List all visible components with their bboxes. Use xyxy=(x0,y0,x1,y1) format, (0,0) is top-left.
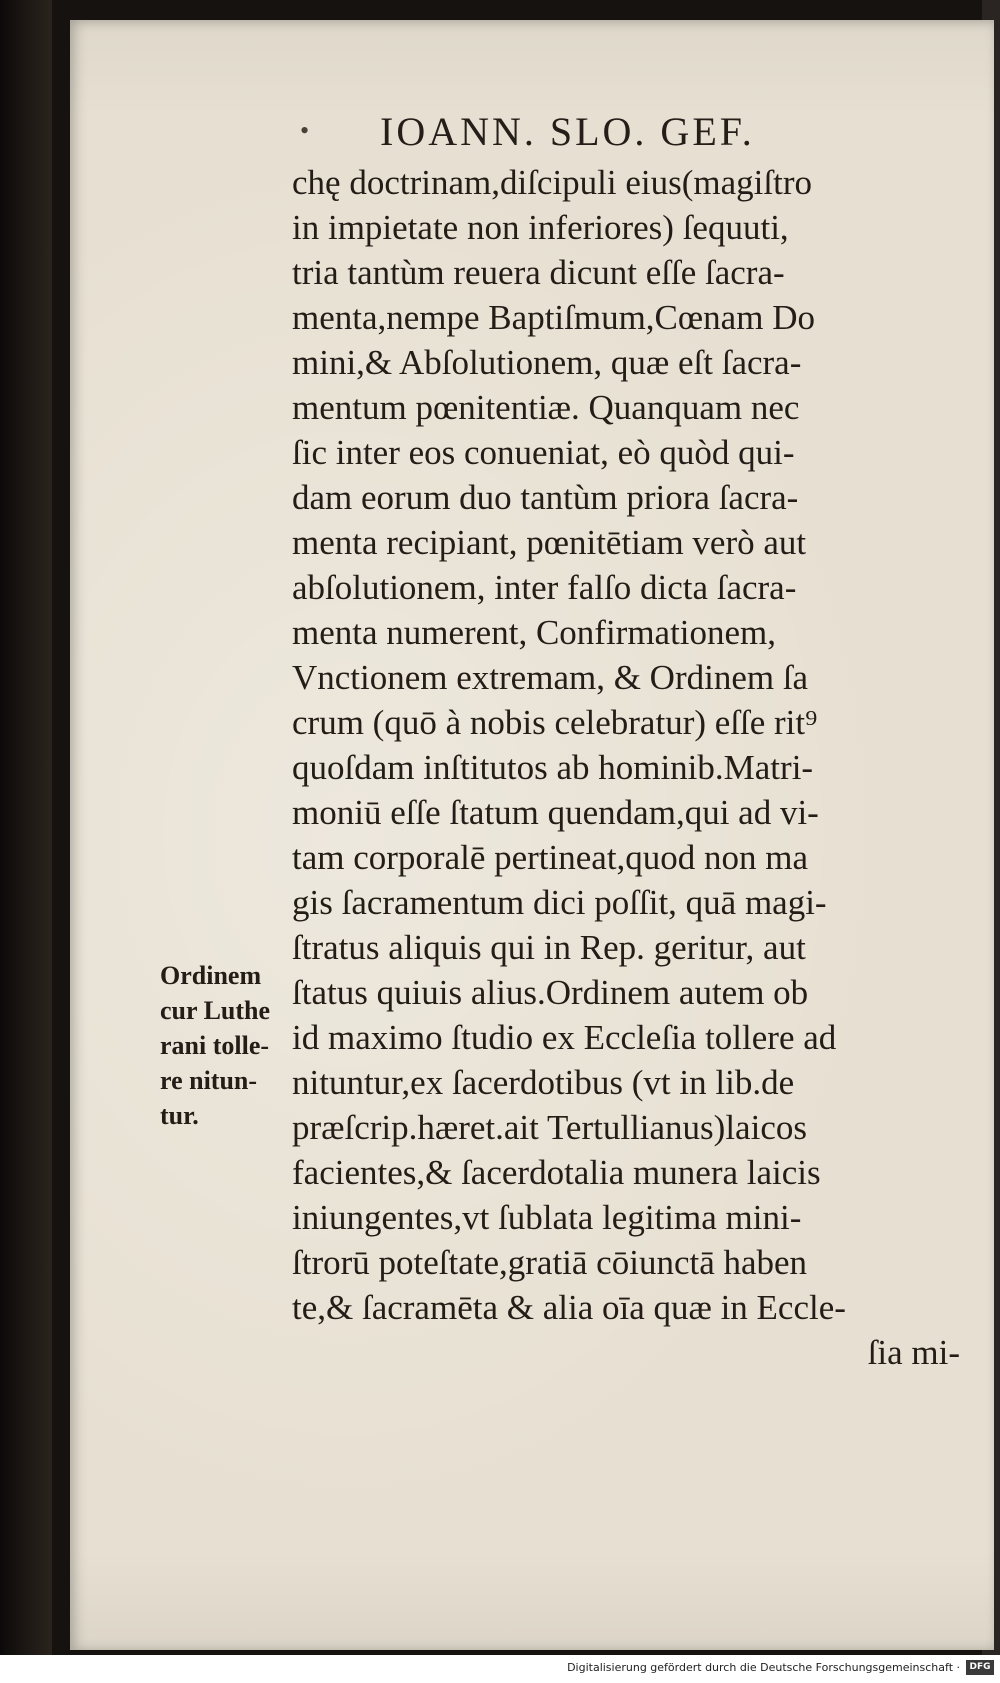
text-line: tria tantùm reuera dicunt eſſe ſacra- xyxy=(292,253,785,292)
marginal-note-line: rani tolle- xyxy=(160,1031,270,1060)
text-line: facientes,& ſacerdotalia munera laicis xyxy=(292,1153,821,1192)
text-line: te,& ſacramēta & alia oīa quæ in Eccle- xyxy=(292,1288,846,1327)
text-line: moniū eſſe ſtatum quendam,qui ad vi- xyxy=(292,793,819,832)
book-binding-edge xyxy=(0,0,52,1655)
text-line: mini,& Abſolutionem, quæ eſt ſacra- xyxy=(292,343,802,382)
text-line: gis ſacramentum dici poſſit, quā magi- xyxy=(292,883,827,922)
text-line: in impietate non inferiores) ſequuti, xyxy=(292,208,789,247)
text-line: menta recipiant, pœnitētiam verò aut xyxy=(292,523,807,562)
text-line: tam corporalē pertineat,quod non ma xyxy=(292,838,809,877)
text-line: nituntur,ex ſacerdotibus (vt in lib.de xyxy=(292,1063,795,1102)
text-line: ſtratus aliquis qui in Rep. geritur, aut xyxy=(292,928,806,967)
text-line: præſcrip.hæret.ait Tertullianus)laicos xyxy=(292,1108,807,1147)
text-line: menta,nempe Baptiſmum,Cœnam Do xyxy=(292,298,815,337)
text-line: Vnctionem extremam, & Ordinem ſa xyxy=(292,658,809,697)
text-line: ſtrorū poteſtate,gratiā cōiunctā haben xyxy=(292,1243,808,1282)
text-line: ſtatus quiuis alius.Ordinem autem ob xyxy=(292,973,809,1012)
text-line: ſia mi- xyxy=(867,1333,960,1372)
text-line: mentum pœnitentiæ. Quanquam nec xyxy=(292,388,800,427)
text-line: menta numerent, Confirmationem, xyxy=(292,613,777,652)
digitization-footer xyxy=(0,1655,1000,1683)
text-line: crum (quō à nobis celebratur) eſſe rit⁹ xyxy=(292,703,818,742)
text-line: quoſdam inſtitutos ab hominib.Matri- xyxy=(292,748,814,787)
marginal-note-line: cur Luthe xyxy=(160,996,271,1025)
funding-credit-text: Digitalisierung gefördert durch die Deutsche Forschungsgemeinschaft · xyxy=(567,1661,960,1674)
marginal-note-line: tur. xyxy=(160,1101,199,1130)
marginal-note-line: re nitun- xyxy=(160,1066,258,1095)
page-ornament-mark: • xyxy=(300,116,310,145)
text-line: abſolutionem, inter falſo dicta ſacra- xyxy=(292,568,797,607)
text-line: id maximo ſtudio ex Eccleſia tollere ad xyxy=(292,1018,837,1057)
marginal-note-line: Ordinem xyxy=(160,961,262,990)
text-line: chę doctrinam,diſcipuli eius(magiſtro xyxy=(292,163,812,202)
dfg-logo: DFG xyxy=(966,1660,994,1675)
text-line: dam eorum duo tantùm priora ſacra- xyxy=(292,478,799,517)
body-text-block xyxy=(292,160,972,1375)
marginal-note xyxy=(160,958,270,1133)
text-line: ſic inter eos conueniat, eò quòd qui- xyxy=(292,433,795,472)
text-line: iniungentes,vt ſublata legitima mini- xyxy=(292,1198,802,1237)
running-head: IOANN. SLO. GEF. xyxy=(380,109,755,154)
